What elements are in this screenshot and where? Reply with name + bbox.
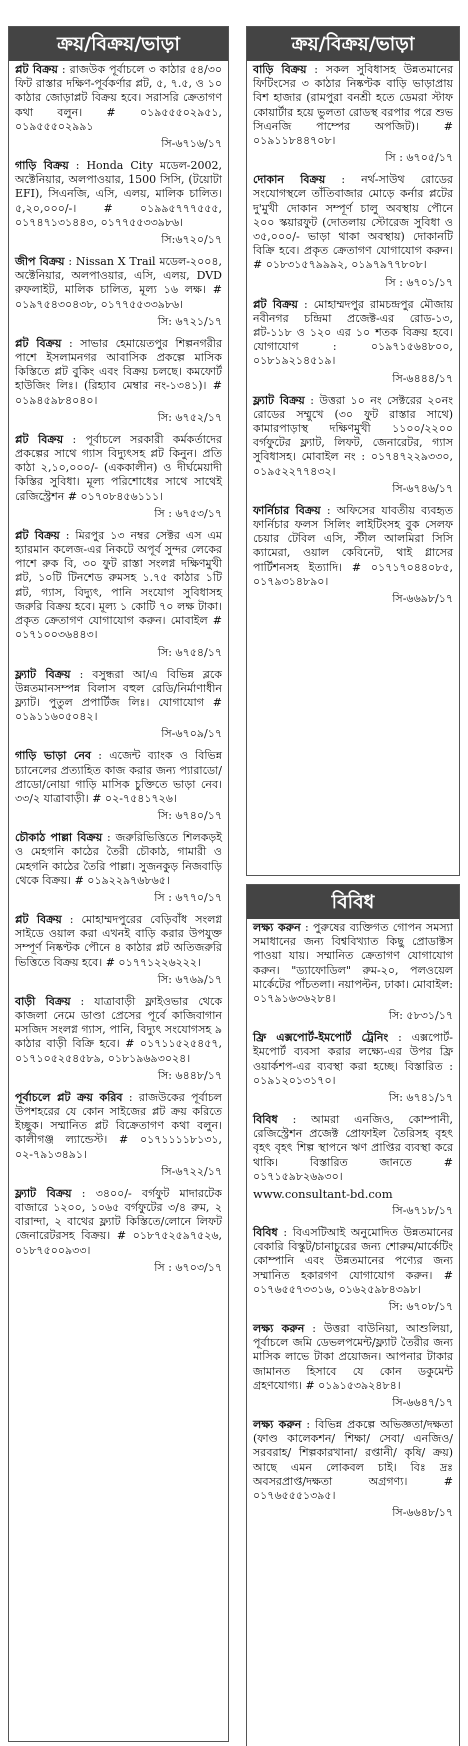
ad-code: সি: ৫৮৩১/১৭	[388, 1009, 453, 1023]
section-header: ক্রয়/বিক্রয়/ভাড়া	[247, 27, 459, 61]
ad-code: সি-৬৭১৬/১৭	[161, 137, 222, 151]
classified-ad	[9, 431, 228, 524]
ad-text	[253, 1031, 453, 1088]
ad-code: সি : ৬৭০৩/১৭	[154, 1260, 222, 1274]
classified-ad	[9, 527, 228, 663]
ad-text	[15, 529, 222, 643]
ad-body: : মোহাম্মদপুর রামচন্দ্রপুর মৌজায় নবীনগর চন্দ্রিমা প্রজেক্ট-এর রোড-১৩, প্লট-১১৮ ও ১২০ এর ১০ শতক বিক্রয় হবে। যোগাযোগ : ০১৯৭১৫৬৪৮০০, ০১৮১৯২১৪৫১৯।	[253, 297, 453, 368]
ad-body: : পুরুষের ব্যক্তিগত গোপন সমস্যা সমাধানের জন্য বিশ্ববিখ্যাত কিছু প্রোডাক্টস পাওয়া যায়। সম্মানিত ক্রেতাগণ যোগাযোগ করুন। "ড্যাফোডিল" রুম-২০, পলওয়েল মার্কেটের পাঁচতলা। নয়াপল্টন, ঢাকা। মোবাইল: ০১৭৯১৬৩৬২৮৪।	[253, 921, 453, 1006]
ad-code: সি-৬৭০৯/১৭	[161, 727, 222, 741]
ad-text	[15, 1091, 222, 1162]
ad-text	[15, 1187, 222, 1258]
ad-code: সি-৬৭১৮/১৭	[392, 1204, 453, 1218]
classified-ad-list	[247, 919, 459, 1523]
ad-body: : রাজউকের পূর্বাচল উপশহরের যে কোন সাইজের প্লট ক্রয় করিতে ইচ্ছুক। সম্মানিত প্লট বিক্রেতাগণ কথা বলুন। কালীগঞ্জ ল্যান্ডেস্ট। # ০১৭১১১১৮১৩১, ০২-৭৯১৩৪৯১।	[15, 1090, 222, 1161]
ad-body: : জরুরিভিত্তিতে শিলকড়ই ও মেহগনি কাঠের তৈরী চৌকাঠ, গামারী ও মেহগনি কাঠের তৈরি পাল্লা। সুজনকুড় নিজবাড়ি থেকে বিক্রয়। # ০১৯২২৯৭৬৮৬৫।	[15, 831, 222, 887]
ad-text	[253, 298, 453, 369]
classified-ad-list	[247, 61, 459, 609]
ad-code: সি: ৬৭৫৪/১৭	[157, 645, 222, 659]
ad-body: : পূর্বাচলে সরকারী কর্মকর্তাদের প্রকল্পের সাথে গ্যাস বিদ্যুৎসহ প্লট কিনুন। প্রতি কাঠা ২,১০,০০০/- (এককালীন) ও দীর্ঘমেয়াদী কিস্তির সুবিধা। মূল্য পরিশোধের সাথে সাথেই রেজিস্ট্রেশন # ০১৭০৮৪৫৬১১১।	[15, 432, 223, 503]
ad-body: : সকল সুবিধাসহ উন্নতমানের ফিটিংসের ৩ কাঠার নিষ্কণ্টক বাড়ি ভাড়াপ্রায় বিশ হাজার (রামপুরা বনশ্রী হতে ডেমরা স্টাফ কোয়ার্টার হয়ে ভুলতা রোডস্থ বরপার পরে শুভ সিএনজি পাম্পের অপজিট)। # ০১৯১১৮৪৪৭০৮।	[253, 63, 454, 148]
ad-code: সি-৬৬৪৭/১৭	[392, 1396, 453, 1410]
ad-category: প্লট বিক্রয়	[15, 528, 60, 542]
ad-body: : এক্সপোর্ট-ইমপোর্ট ব্যবসা করার লক্ষ্যে-এর উপর ফ্রি ওয়ার্কশপ-এর ব্যবস্থা করা হচ্ছে। বিস্তারিত : ০১৯১২০১৩১৭০।	[253, 1031, 453, 1087]
classified-ad	[9, 666, 228, 745]
ad-code: সি: ৬৭৬৯/১৭	[157, 972, 222, 986]
ad-category: লক্ষ্য করুন	[253, 921, 301, 934]
ad-category: দোকান বিক্রয়	[253, 173, 326, 187]
ad-category: গাড়ি বিক্রয়	[15, 159, 69, 173]
ad-body: : সাভার হেমায়েতপুর শিল্পনগরীর পাশে ইসলামনগর আবাসিক প্রকল্পে মাসিক কিস্তিতে প্লট বুকিং এবং বিক্রয় চলছে। কমফোর্ট হাউজিং লিঃ। (রিহ্যাব মেম্বার নং-১৩৪১)। # ০১৯৪৫৯৮৪০৪০।	[15, 336, 222, 407]
ad-body: : অফিসের যাবতীয় ব্যবহৃত ফার্নিচার ফলস সিলিং লাইটিংসহ বুক সেলফ চেয়ার টেবিল এসি, স্টীল আলমিরা সিসি ক্যামেরা, ওয়াল কেবিনেট, থাই গ্লাসের পার্টিশনসহ ইত্যাদি। # ০১৭১৭০৪৪০৮৫, ০১৭৯৩১৪৮৯০।	[253, 503, 454, 588]
ad-text	[15, 995, 222, 1066]
classified-ad	[247, 502, 459, 609]
ad-body: : উত্তরা ১০ নং সেক্টরের ২০নং রোডের সম্মুখে (৩০ ফুট রাস্তার সাথে) কামারপাড়াস্থ দক্ষিণমুখী ১১০০/২২০০ বর্গফুটের ফ্ল্যাট, লিফট, জেনারেটর, গ্যাস সুবিধাসহ। মোবাইল নং : ০১৭৪৭২২৯৩৩০, ০১৯৫২২৭৭৪৩২।	[253, 393, 454, 478]
ad-text	[253, 1418, 453, 1503]
ad-text	[253, 173, 453, 272]
ad-text	[253, 921, 453, 1006]
ad-text	[15, 668, 222, 725]
ad-code: সি-৬৭২২/১৭	[161, 1164, 222, 1178]
ad-body: : বিভিন্ন প্রকল্পে অভিজ্ঞতা/দক্ষতা (ফাণ্ড কালেকশন/ শিক্ষা/ সেবা/ এনজিও/ সরবরাহ/ শিল্পকারখানা/ রপ্তানী/ কৃষি/ ক্রয়) আছে এমন লোকবল চাই। বিঃ দ্রঃ অবসরপ্রাপ্ত/দক্ষতা অগ্রগণ্য। # ০১৭৬৫৫৫১৩৯৫।	[253, 1418, 453, 1503]
ad-category: ফ্ল্যাট বিক্রয়	[15, 667, 71, 681]
ad-body: : আমরা এনজিও, কোম্পানী, রেজিস্ট্রেশন প্রজেক্ট প্রোফাইল তৈরিসহ বৃহৎ বৃহৎ বৃহৎ শিল্প স্থাপনে ঋণ প্রাপ্তির ব্যবস্থা করে থাকি। বিস্তারিত জানতে # ০১৭১৫৯৮২৬৯৩০।	[253, 1113, 454, 1183]
ad-body: : যাত্রাবাড়ী ফ্লাইওভার থেকে কাজলা নেমে ডাণ্ডা প্রেসের পূর্বে কাজিবাগান মসজিদ সংলগ্ন গ্যাস, পানি, বিদ্যুৎ সংযোগসহ ৯ কাঠার বাড়ী বিক্রি হবে। # ০১৭১১৫২৫৪৫৭, ০১৭১০৫২৫৪৫৮৯, ০১৮১৯৬৯৩০২৪।	[15, 994, 223, 1065]
classified-ad	[247, 392, 459, 499]
ad-code: সি: ৬৭০৮/১৭	[388, 1300, 453, 1314]
ad-code: সি: ৬৭৪০/১৭	[157, 809, 222, 823]
classified-ad	[9, 1089, 228, 1182]
ad-category: ফ্ল্যাট বিক্রয়	[253, 393, 305, 407]
classified-ad	[247, 1416, 459, 1523]
ad-body: : Nissan X Trail মডেল-২০০৪, অক্টেনিয়ার, অলপাওয়ার, এসি, এলয়, DVD রুফলাইট, মালিক চালিত, মূল্য ১৬ লক্ষ। # ০১৯৭৫৪৩০৪৩৮, ০১৭৭৫৫৩৩৯৮৬।	[15, 255, 223, 311]
ad-category: জীপ বিক্রয়	[15, 255, 65, 269]
ad-code: সি: ৬৭৪১/১৭	[388, 1091, 453, 1105]
ad-category: গাড়ি ভাড়া নেব	[15, 749, 92, 763]
ad-body: : মোহাম্মদপুরের বেড়িবাঁধ সংলগ্ন সাইডে ওয়াল করা এখনই বাড়ি করার উপযুক্ত সম্পূর্ণ নিষ্কণ্টক পৌনে ৪ কাঠার প্লট অতিজরুরি ভিত্তিতে বিক্রয় হবে। # ০১৭৭১২২৬২২২।	[15, 912, 223, 969]
ad-category: প্লট বিক্রয়	[15, 912, 62, 926]
ad-body: : উত্তরা বাউনিয়া, আশুলিয়া, পূর্বাচলে জমি ডেভলপমেন্ট/ফ্ল্যাট তৈরীর জন্য মাসিক লাভে টাকা প্রয়োজন। আপনার টাকার জামানত হিসাবে যে কোন ডকুমেন্ট গ্রহণযোগ্য। # ০১৯১৫৩৯২৪৮৪।	[253, 1322, 453, 1392]
classified-ad	[9, 829, 228, 908]
ad-body: : মিরপুর ১৩ নম্বর সেক্টর এস এম হ্যারমান কলেজ-এর নিকটে অপূর্ব সুন্দর লেকের পাশে রুক বি, ৩০ ফুট রাস্তা সংলগ্ন দক্ষিণমুখী প্লট, ১০টি টিনশেড রুমসহ ১.৭৫ কাঠার ১টি প্লট, গ্যাস, বিদ্যুৎ, পানি সংযোগ সুবিধাসহ জরুরি বিক্রয় হবে। মূল্য ১ কোটি ৭০ লক্ষ টাকা। প্রকৃত ক্রেতাগণ যোগাযোগ করুন। মোবাইল # ০১৭১০০৩৬৪৪৩।	[15, 528, 223, 642]
section-header: ক্রয়/বিক্রয়/ভাড়া	[9, 27, 228, 61]
ad-text	[253, 63, 453, 148]
ad-category: লক্ষ্য করুন	[253, 1418, 302, 1432]
ad-website[interactable]: www.consultant-bd.com	[253, 1187, 393, 1202]
ad-text	[15, 159, 222, 230]
ad-category: ফার্নিচার বিক্রয়	[253, 503, 321, 517]
classified-ad	[9, 993, 228, 1086]
ad-category: বাড়ী বিক্রয়	[15, 994, 71, 1008]
classified-ad	[247, 296, 459, 389]
ad-category: বিবিধ	[253, 1226, 278, 1240]
ad-body: : Honda City মডেল-2002, অক্টেনিয়ার, অলপাওয়ার, 1500 সিসি, (টয়োটা EFI), সিএনজি, এসি, এলয়, মালিক চালিত। ৫,২০,০০০/-। # ০১৯৯৫৭৭৭৫৫৫, ০১৭৪৭১৩১৪৪৩, ০১৭৭৫৫৩৩৯৮৬।	[15, 159, 222, 229]
ad-category: ফ্রি এক্সপোর্ট-ইমপোর্ট ট্রেনিং	[253, 1031, 389, 1045]
buy-sell-rent-column-right	[246, 26, 460, 876]
ad-text	[15, 63, 222, 134]
ad-body: : বসুন্ধরা আ/এ বিভিন্ন ব্লকে উন্নতমানসম্পন্ন বিলাস বহুল রেডি/নির্মাণাধীন ফ্ল্যাট। পুতুল প্রপার্টিজ লিঃ। যোগাযোগ # ০১৯১১৬০৫০৪২।	[15, 667, 222, 724]
misc-column	[246, 884, 460, 1746]
classified-ad	[247, 919, 459, 1026]
classified-ad	[247, 1320, 459, 1413]
ad-category: প্লট বিক্রয়	[15, 63, 58, 76]
classified-ad	[9, 157, 228, 250]
ad-text	[253, 394, 453, 479]
ad-code: সি : ৬৭৫৩/১৭	[154, 506, 222, 520]
ad-text	[253, 504, 453, 589]
ad-code: সি-৬৭৪৬/১৭	[392, 481, 453, 495]
ad-code: সি-৬৪৪৪/১৭	[392, 371, 453, 385]
ad-category: বিবিধ	[253, 1113, 278, 1127]
ad-text	[15, 255, 222, 312]
ad-category: বাড়ি বিক্রয়	[253, 63, 307, 76]
classified-ad	[247, 1111, 459, 1221]
ad-text	[15, 831, 222, 888]
classified-ad	[9, 1185, 228, 1278]
ad-category: প্লট বিক্রয়	[15, 336, 62, 350]
ad-body: : এজেন্ট ব্যাংক ও বিভিন্ন চ্যানেলের প্রত্যাহিত কাজ করার জন্য প্যারাডো/প্রাডো/নোয়া গাড়ি মাসিক চুক্তিতে ভাড়া নেব। ৩৩/২ যাত্রাবাড়ী। # ০২-৭৫৪১৭২৬।	[15, 749, 223, 805]
ad-text	[15, 913, 222, 970]
ad-category: লক্ষ্য করুন	[253, 1322, 305, 1336]
ad-code: সি: ৬৭২১/১৭	[157, 314, 222, 328]
ad-text	[15, 337, 222, 408]
ad-text	[253, 1113, 453, 1184]
ad-body: : নর্থ-সাউথ রোডের সংযোগস্থলে তাঁতিবাজার মোড়ে কর্নার প্লটের দু'মুখী দোকান সম্পূর্ণ চালু অবস্থায় পৌনে ২০০ স্কয়ারফুট (দোতলায় স্টোরেজ সুবিধা ও ৩৫,০০০/- ভাড়া থাকা অবস্থায়) দোকানটি বিক্রি হবে। প্রকৃত ক্রেতাগণ যোগাযোগ করুন। # ০১৮৩১৫৭৯৯৯২, ০১৯৭৯৭৭৮০৮।	[253, 173, 453, 272]
classified-ad	[9, 253, 228, 332]
ad-body: : রাজউক পূর্বাচলে ৩ কাঠার ৫৪/৩০ ফিট রাস্তার দক্ষিণ-পূর্বকর্ণার প্লট, ৫, ৭.৫, ও ১০ কাঠার জোড়াপ্লট বিক্রয় হবে। সরাসরি ক্রেতাগণ কথা বলুন। # ০১৯৫৫৫০২৯৫১, ০১৯৫৫৫০২৯৯১	[15, 63, 223, 133]
ad-code: সি-৬৬৪৮/১৭	[392, 1506, 453, 1520]
ad-text	[253, 1226, 453, 1297]
ad-code: সি-৬৬৯৮/১৭	[392, 592, 453, 606]
classified-ad	[9, 335, 228, 428]
ad-body: : ৩৪০০/- বর্গফুট মাদারটেক বাজারে ১২০০, ১০৬৫ বর্গফুটের ৩/৪ রুম, ২ বারান্দা, ২ বাথের ফ্ল্যাট কিস্তিতে/লোনে লিফট জেনারেটরসহ বিক্রয়। # ০১৮৭৫২৫৯৭৫২৬, ০১৮৭৫০০৯৩৩।	[15, 1186, 222, 1257]
classified-ad	[247, 1029, 459, 1108]
ad-code: সি : ৬৭০১/১৭	[385, 275, 453, 289]
ad-category: ফ্ল্যাট বিক্রয়	[15, 1186, 72, 1200]
classified-ad	[9, 911, 228, 990]
buy-sell-rent-column-left	[8, 26, 229, 1742]
ad-code: সি : ৬৭০৫/১৭	[385, 151, 453, 165]
ad-code: সি:৬৭২০/১৭	[161, 233, 222, 247]
ad-body: : বিএসটিআই অনুমোদিত উন্নতমানের বেকারি বিস্কুট/চানাচুরের জন্য শোরুম/মার্কেটিং কোম্পানি এবং উন্নতমানের পণ্যের জন্য সম্মানিত হকারগণ যোগাযোগ করুন। # ০১৭৬৫৫৭৩৩১৬, ০১৬২৫৯৮৪৩৯৮।	[253, 1226, 453, 1296]
ad-code: সি : ৬৭৭০/১৭	[154, 890, 222, 904]
ad-code: সি: ৬৪৪৮/১৭	[157, 1068, 222, 1082]
ad-code: সি: ৬৭৫২/১৭	[157, 410, 222, 424]
classified-ad-list	[9, 61, 228, 1278]
ad-text	[15, 433, 222, 504]
classified-ad	[9, 61, 228, 154]
ad-category: চৌকাঠ পাল্লা বিক্রয়	[15, 831, 103, 845]
section-header: বিবিধ	[247, 885, 459, 919]
classified-ad	[247, 1224, 459, 1317]
classified-ad	[247, 171, 459, 292]
classified-ad	[9, 747, 228, 826]
ad-category: প্লট বিক্রয়	[253, 297, 298, 311]
ad-text	[15, 749, 222, 806]
ad-category: পূর্বাচলে প্লট ক্রয় করিব	[15, 1090, 123, 1104]
ad-text	[253, 1322, 453, 1393]
ad-category: প্লট বিক্রয়	[15, 432, 64, 446]
classified-ad	[247, 61, 459, 168]
